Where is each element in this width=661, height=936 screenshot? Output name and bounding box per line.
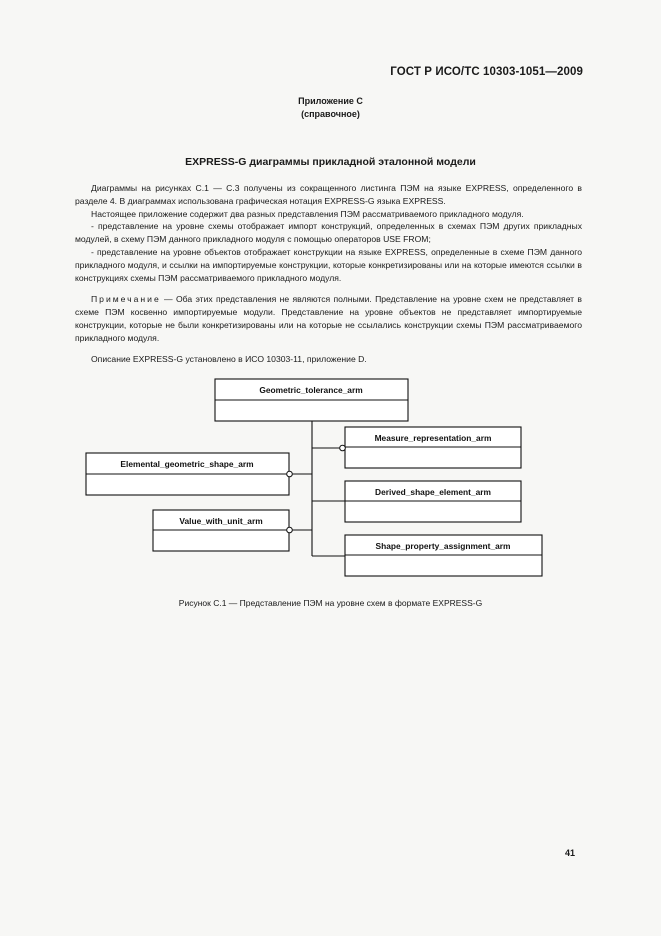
schema-label-elemental-geometric-shape: Elemental_geometric_shape_arm: [120, 459, 254, 469]
appendix-subtitle: (справочное): [301, 109, 360, 119]
appendix-title: Приложение С: [298, 96, 363, 106]
schema-connectors: [292, 421, 345, 556]
express-g-description: Описание EXPRESS-G установлено в ИСО 10303-11, приложение D.: [91, 353, 367, 364]
paragraph: Диаграммы на рисунках С.1 — С.3 получены из сокращенного листинга ПЭМ на языке EXPRESS, определенного в разделе 4. В диаграммах использована графическая нотация EXPRESS-G языка EXPRESS.: [75, 183, 582, 206]
schema-label-geometric-tolerance: Geometric_tolerance_arm: [259, 385, 363, 395]
paragraph: Настоящее приложение содержит два разных представления ПЭМ рассматриваемого прикладного модуля.: [91, 208, 524, 219]
figure-caption: Рисунок С.1 — Представление ПЭМ на уровне схем в формате EXPRESS-G: [178, 598, 483, 608]
reference-circle-icon: [287, 527, 293, 533]
schema-label-shape-property-assignment: Shape_property_assignment_arm: [375, 541, 511, 551]
reference-circle-icon: [340, 445, 346, 451]
page-number: 41: [564, 848, 575, 858]
paragraph: - представление на уровне схемы отображает импорт конструкций, определенных в схемах ПЭМ других прикладных модулей, в схему ПЭМ данного прикладного модуля с помощью операторов USE FROM;: [75, 221, 582, 245]
reference-circle-icon: [287, 471, 293, 477]
note-label: Примечание: [91, 294, 161, 305]
paragraph: - представление на уровне объектов отображает конструкции на языке EXPRESS, определенные в схеме ПЭМ данного прикладного модуля, и ссылки на импортируемые конструкции, которые конкретизированы или на которые имеются ссылки в конструкциях схемы ПЭМ рассматриваемого прикладного модуля.: [75, 246, 582, 283]
schema-label-measure-representation: Measure_representation_arm: [374, 433, 492, 443]
section-title: EXPRESS-G диаграммы прикладной эталонной модели: [185, 156, 476, 168]
standard-code-header: ГОСТ Р ИСО/ТС 10303-1051—2009: [390, 66, 583, 78]
schema-label-value-with-unit: Value_with_unit_arm: [179, 516, 263, 526]
schema-label-derived-shape-element: Derived_shape_element_arm: [375, 487, 491, 497]
note-text: — Оба этих представления не являются полными. Представление на уровне схем не представляет в схеме ПЭМ косвенно импортируемые модули. Представление на уровне объектов не представляет импортируемые конструкции, которые не были конкретизированы или на которые не ссылались конструкции схемы ПЭМ рассматриваемого прикладного модуля.: [75, 294, 582, 343]
